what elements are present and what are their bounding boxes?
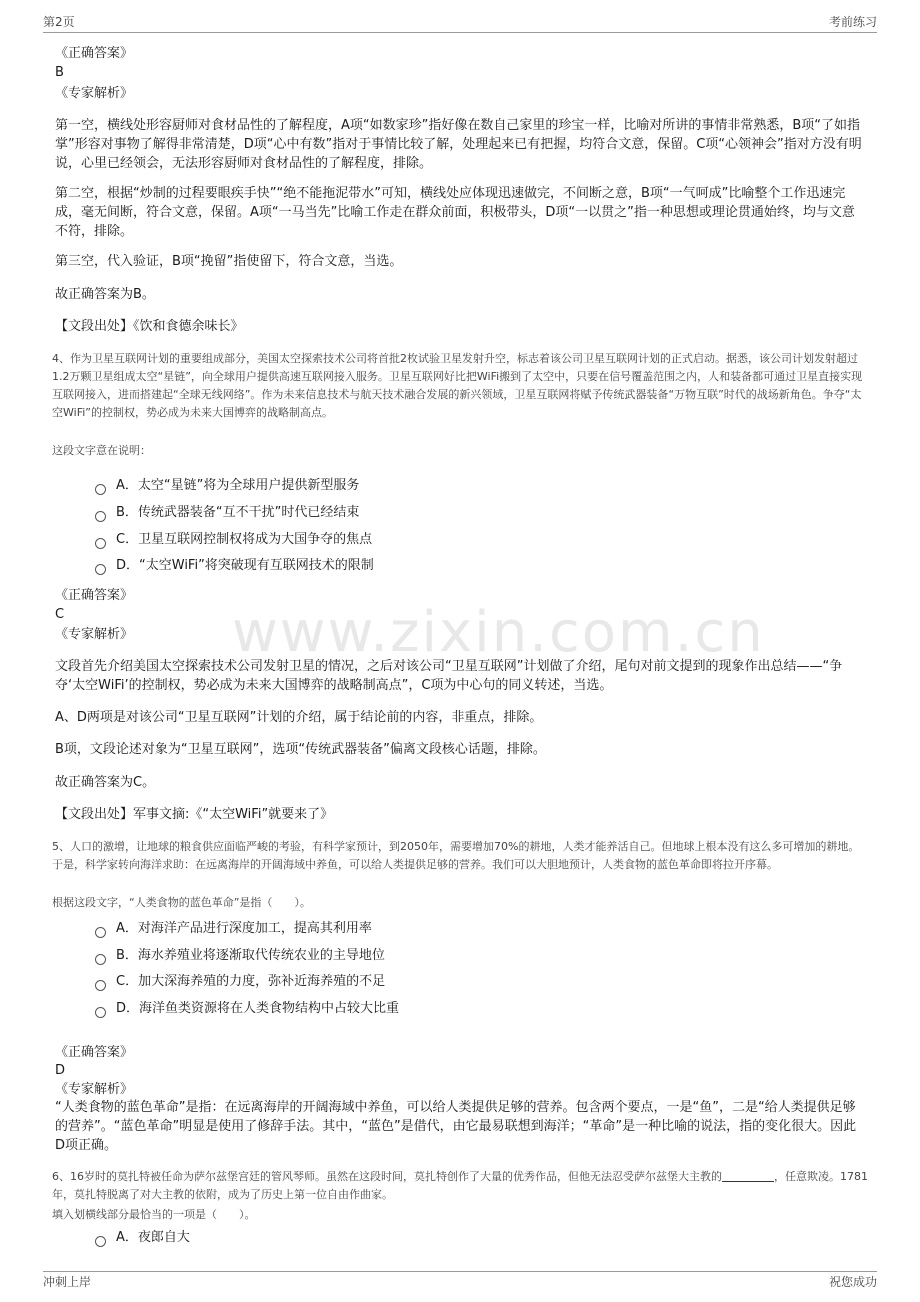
radio-icon[interactable] — [95, 538, 106, 549]
answer-title: 《正确答案》 — [55, 588, 134, 603]
page-footer — [43, 1271, 877, 1293]
option-c[interactable] — [95, 973, 385, 991]
radio-icon[interactable] — [95, 564, 106, 575]
option-b[interactable] — [95, 947, 385, 965]
radio-icon[interactable] — [95, 980, 106, 991]
analysis-title: 《专家解析》 — [55, 627, 134, 642]
analysis-paragraph: B项，文段论述对象为“卫星互联网”，选项“传统武器装备”偏离文段核心话题，排除。 — [55, 742, 546, 757]
analysis-paragraph: 文段首先介绍美国太空探索技术公司发射卫星的情况，之后对该公司“卫星互联网”计划做了介绍，尾句对前文提到的现象作出总结——“争夺‘太空WiFi’的控制权，势必成为未来大国博弈的战略制高点”，C项为中心句的同义转述，当选。 — [55, 659, 843, 693]
radio-icon[interactable] — [95, 484, 106, 495]
footer-right: 祝您成功 — [828, 1275, 877, 1289]
header-title: 考前练习 — [828, 15, 877, 29]
footer-left: 冲刺上岸 — [43, 1275, 92, 1289]
question-prompt: 填入划横线部分最恰当的一项是（ ）。 — [52, 1208, 256, 1221]
option-label: C．加大深海养殖的力度，弥补近海养殖的不足 — [116, 974, 386, 989]
analysis-paragraph: 故正确答案为C。 — [55, 775, 156, 790]
option-label: A．太空“星链”将为全球用户提供新型服务 — [116, 478, 360, 493]
watermark: www.zixin.com.cn — [232, 600, 765, 665]
analysis-paragraph: “人类食物的蓝色革命”是指：在远离海岸的开阔海域中养鱼，可以给人类提供足够的营养。包含两个要点，一是“鱼”，二是“给人类提供足够的营养”。“蓝色革命”明显是使用了修辞手法。其中，“蓝色”是借代，由它最易联想到海洋；“革命”是一种比喻的说法，指的变化很大。因此D项正确。 — [55, 1100, 857, 1153]
question-prompt: 这段文字意在说明： — [52, 444, 151, 457]
option-b[interactable] — [95, 504, 359, 522]
option-label: B．海水养殖业将逐渐取代传统农业的主导地位 — [116, 948, 385, 963]
question-prompt: 根据这段文字，“人类食物的蓝色革命”是指（ ）。 — [52, 896, 311, 909]
stem-part: 6、16岁时的莫扎特被任命为萨尔兹堡宫廷的管风琴师。虽然在这段时间，莫扎特创作了大量的优秀作品，但他无法忍受萨尔兹堡大主教的 — [52, 1170, 722, 1183]
option-label: C．卫星互联网控制权将成为大国争夺的焦点 — [116, 532, 373, 547]
analysis-title: 《专家解析》 — [55, 86, 134, 101]
radio-icon[interactable] — [95, 511, 106, 522]
option-label: A．夜郎自大 — [116, 1230, 190, 1245]
option-a[interactable] — [95, 1229, 190, 1247]
answer-value: D — [55, 1063, 66, 1078]
source-line: 【文段出处】《饮和食德余味长》 — [55, 319, 244, 334]
analysis-title: 《专家解析》 — [55, 1082, 134, 1097]
answer-title: 《正确答案》 — [55, 46, 134, 61]
fill-blank — [722, 1169, 774, 1182]
radio-icon[interactable] — [95, 927, 106, 938]
option-d[interactable] — [95, 557, 374, 575]
question-stem: 5、人口的激增，让地球的粮食供应面临严峻的考验，有科学家预计，到2050年，需要增加70%的耕地，人类才能养活自己。但地球上根本没有这么多可增加的耕地。于是，科学家转向海洋求助：在远离海岸的开阔海域中养鱼，可以给人类提供足够的营养。我们可以大胆地预计，人类食物的蓝色革命即将拉开序幕。 — [52, 840, 860, 871]
option-label: D．“太空WiFi”将突破现有互联网技术的限制 — [116, 558, 374, 573]
analysis-paragraph: A、D两项是对该公司“卫星互联网”计划的介绍，属于结论前的内容，非重点，排除。 — [55, 710, 543, 725]
option-label: D．海洋鱼类资源将在人类食物结构中占较大比重 — [116, 1001, 400, 1016]
question-stem: 4、作为卫星互联网计划的重要组成部分，美国太空探索技术公司将首批2枚试验卫星发射升空，标志着该公司卫星互联网计划的正式启动。据悉，该公司计划发射超过1.2万颗卫星组成太空“星链”，向全球用户提供高速互联网接入服务。卫星互联网好比把WiFi搬到了太空中，只要在信号覆盖范围之内，人和装备都可通过卫星直接实现互联网接入，进而搭建起“全球无线网络”。作为未来信息技术与航天技术融合发展的新兴领域，卫星互联网将赋予传统武器装备“万物互联”时代的战场新角色。争夺“太空WiFi”的控制权，势必成为未来大国博弈的战略制高点。 — [52, 352, 863, 419]
stem-part: ，任意欺凌。1781年，莫扎特脱离了对大主教的依附，成为了历史上第一位自由作曲家。 — [52, 1170, 868, 1201]
answer-value: B — [55, 65, 64, 80]
question-stem — [52, 1168, 868, 1204]
radio-icon[interactable] — [95, 1007, 106, 1018]
option-a[interactable] — [95, 477, 359, 495]
page-header — [43, 13, 877, 33]
analysis-paragraph: 第一空，横线处形容厨师对食材品性的了解程度，A项“如数家珍”指好像在数自己家里的珍宝一样，比喻对所讲的事情非常熟悉，B项“了如指掌”形容对事物了解得非常清楚，D项“心中有数”指对于事情比较了解，处理起来已有把握，均符合文意，保留。C项“心领神会”指对方没有明说，心里已经领会，无法形容厨师对食材品性的了解程度，排除。 — [55, 118, 862, 171]
option-label: B．传统武器装备“互不干扰”时代已经结束 — [116, 505, 360, 520]
analysis-paragraph: 第二空，根据“炒制的过程要眼疾手快”“绝不能拖泥带水”可知，横线处应体现迅速做完，不间断之意，B项“一气呵成”比喻整个工作迅速完成，毫无间断，符合文意，保留。A项“一马当先”比喻工作走在群众前面，积极带头，D项“一以贯之”指一种思想或理论贯通始终，均与文意不符，排除。 — [55, 186, 855, 239]
analysis-paragraph: 故正确答案为B。 — [55, 287, 155, 302]
option-d[interactable] — [95, 1000, 399, 1018]
answer-title: 《正确答案》 — [55, 1045, 134, 1060]
source-line: 【文段出处】军事文摘:《“太空WiFi”就要来了》 — [55, 807, 334, 822]
option-c[interactable] — [95, 531, 372, 549]
page-number: 第2页 — [43, 15, 75, 29]
analysis-paragraph: 第三空，代入验证，B项“挽留”指使留下，符合文意，当选。 — [55, 254, 403, 269]
option-label: A．对海洋产品进行深度加工，提高其利用率 — [116, 921, 372, 936]
option-a[interactable] — [95, 920, 372, 938]
answer-value: C — [55, 607, 65, 622]
radio-icon[interactable] — [95, 954, 106, 965]
radio-icon[interactable] — [95, 1236, 106, 1247]
